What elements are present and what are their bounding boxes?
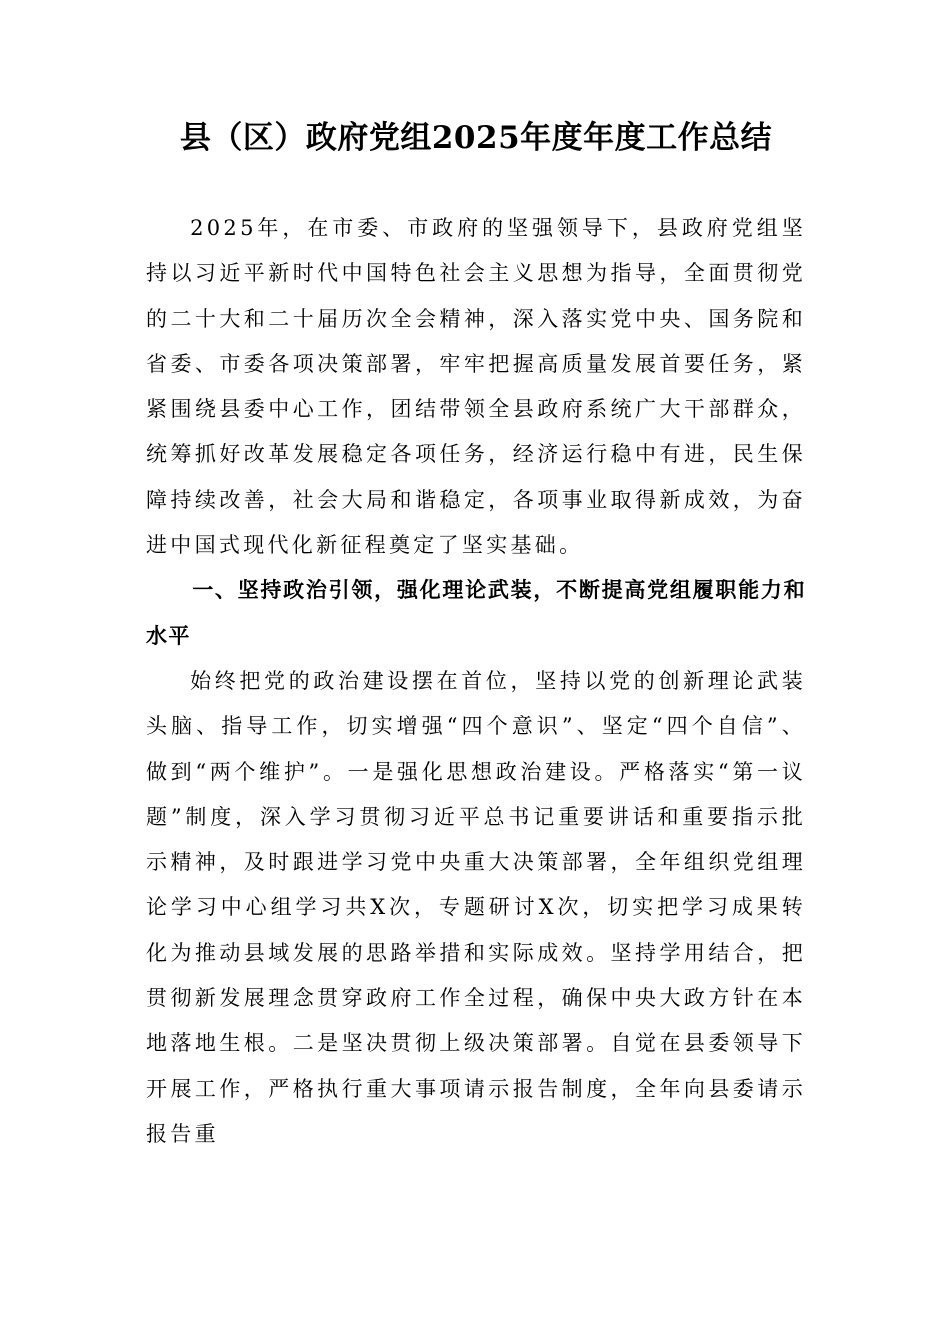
section-1-heading: 一、坚持政治引领，强化理论武装，不断提高党组履职能力和水平 [146,578,806,648]
document-title: 县（区）政府党组2025年度年度工作总结 [179,120,773,156]
section-1-body: 始终把党的政治建设摆在首位，坚持以党的创新理论武装头脑、指导工作，切实增强“四个意识”、坚定“四个自信”、做到“两个维护”。一是强化思想政治建设。严格落实“第一议题”制度，深入学习贯彻习近平总书记重要讲话和重要指示批示精神，及时跟进学习党中央重大决策部署，全年组织党组理论学习中心组学习共X次，专题研讨X次，切实把学习成果转化为推动县域发展的思路举措和实际成效。坚持学用结合，把贯彻新发展理念贯穿政府工作全过程，确保中央大政方针在本地落地生根。二是坚决贯彻上级决策部署。自觉在县委领导下开展工作，严格执行重大事项请示报告制度，全年向县委请示报告重 [146,668,806,1146]
intro-paragraph: 2025年，在市委、市政府的坚强领导下，县政府党组坚持以习近平新时代中国特色社会主义思想为指导，全面贯彻党的二十大和二十届历次全会精神，深入落实党中央、国务院和省委、市委各项决策部署，牢牢把握高质量发展首要任务，紧紧围绕县委中心工作，团结带领全县政府系统广大干部群众，统筹抓好改革发展稳定各项任务，经济运行稳中有进，民生保障持续改善，社会大局和谐稳定，各项事业取得新成效，为奋进中国式现代化新征程奠定了坚实基础。 [146,216,806,558]
document-page [146,108,806,1157]
